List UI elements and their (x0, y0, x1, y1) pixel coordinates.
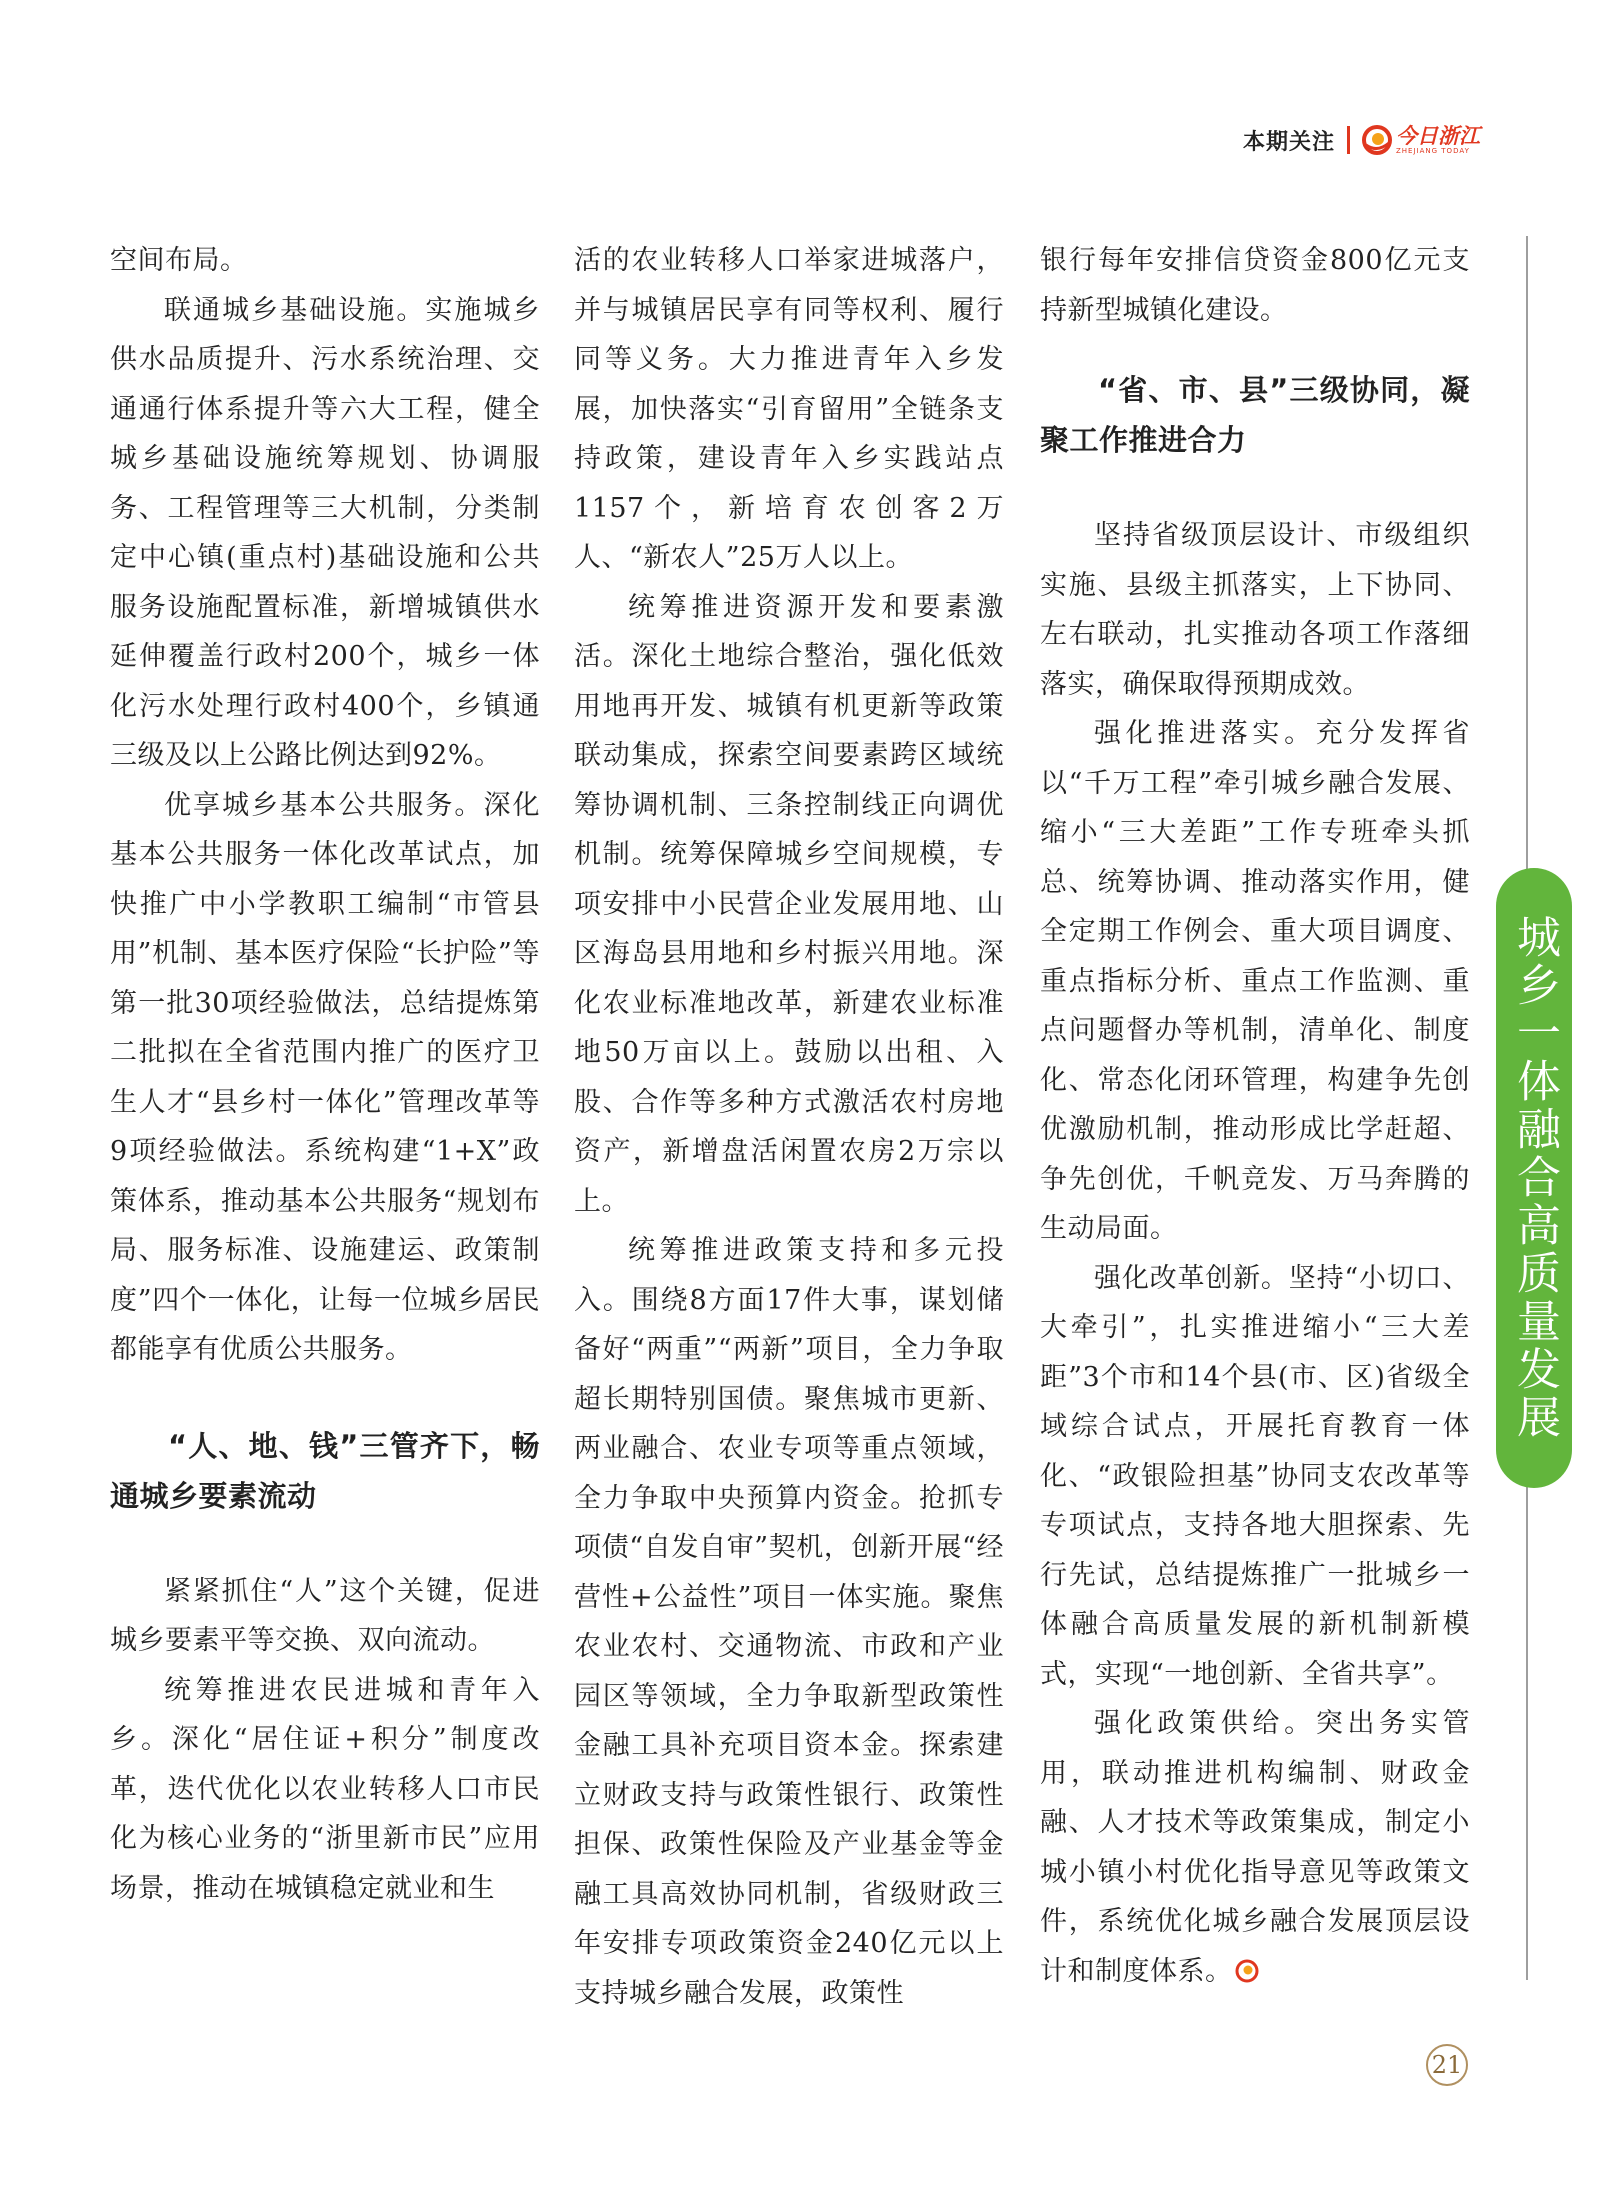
logo-chinese-text: 今日浙江 (1396, 122, 1480, 148)
paragraph: 强化改革创新。坚持“小切口、大牵引”，扎实推进缩小“三大差距”3个市和14个县(市、区)省级全域综合试点，开展托育教育一体化、“政银险担基”协同支农改革等专项试点，支持各地大胆探索、先行先试，总结提炼推广一批城乡一体融合高质量发展的新机制新模式，实现“一地创新、全省共享”。 (1040, 1262, 1470, 1690)
paragraph: 紧紧抓住“人”这个关键，促进城乡要素平等交换、双向流动。 (110, 1575, 540, 1656)
paragraph-final (1040, 1699, 1470, 1996)
section-heading: “省、市、县”三级协同，凝聚工作推进合力 (1040, 373, 1470, 457)
side-tab (1496, 868, 1572, 1488)
paragraph: 统筹推进政策支持和多元投入。围绕8方面17件大事，谋划储备好“两重”“两新”项目，全力争取超长期特别国债。聚焦城市更新、两业融合、农业专项等重点领域，全力争取中央预算内资金。抢抓专项债“自发自审”契机，创新开展“经营性+公益性”项目一体实施。聚焦农业农村、交通物流、市政和产业园区等领域，全力争取新型政策性金融工具补充项目资本金。探索建立财政支持与政策性银行、政策性担保、政策性保险及产业基金等金融工具高效协同机制，省级财政三年安排专项政策资金240亿元以上支持城乡融合发展，政策性 (574, 1235, 1004, 2009)
paragraph: 联通城乡基础设施。实施城乡供水品质提升、污水系统治理、交通通行体系提升等六大工程，健全城乡基础设施统筹规划、协调服务、工程管理等三大机制，分类制定中心镇(重点村)基础设施和公共服务设施配置标准，新增城镇供水延伸覆盖行政村200个，城乡一体化污水处理行政村400个，乡镇通三级及以上公路比例达到92%。 (110, 294, 540, 771)
section-label: 本期关注 (1242, 129, 1335, 155)
paragraph: 统筹推进资源开发和要素激活。深化土地综合整治，强化低效用地再开发、城镇有机更新等政策联动集成，探索空间要素跨区域统筹协调机制、三条控制线正向调优机制。统筹保障城乡空间规模，专项安排中小民营企业发展用地、山区海岛县用地和乡村振兴用地。深化农业标准地改革，新建农业标准地50万亩以上。鼓励以出租、入股、合作等多种方式激活农村房地资产，新增盘活闲置农房2万宗以上。 (574, 591, 1004, 1217)
column-1 (110, 236, 540, 1913)
end-mark-icon (1235, 1959, 1259, 1983)
paragraph: 优享城乡基本公共服务。深化基本公共服务一体化改革试点，加快推广中小学教职工编制“市管县用”机制、基本医疗保险“长护险”等第一批30项经验做法，总结提炼第二批拟在全省范围内推广的医疗卫生人才“县乡村一体化”管理改革等9项经验做法。系统构建“1+X”政策体系，推动基本公共服务“规划布局、服务标准、设施建运、政策制度”四个一体化，让每一位城乡居民都能享有优质公共服务。 (110, 789, 540, 1365)
logo-english-text: ZHEJIANG TODAY (1396, 146, 1470, 155)
header-divider (1347, 126, 1350, 154)
paragraph: 坚持省级顶层设计、市级组织实施、县级主抓落实，上下协同、左右联动，扎实推动各项工作落细落实，确保取得预期成效。 (1040, 520, 1470, 700)
magazine-logo (1362, 122, 1480, 156)
page-header (1243, 118, 1480, 162)
column-3 (1040, 236, 1470, 1996)
column-2 (574, 236, 1004, 2018)
paragraph: 空间布局。 (110, 245, 248, 276)
paragraph: 银行每年安排信贷资金800亿元支持新型城镇化建设。 (1040, 245, 1470, 326)
final-text: 强化政策供给。突出务实管用，联动推进机构编制、财政金融、人才技术等政策集成，制定小城小镇小村优化指导意见等政策文件，系统优化城乡融合发展顶层设计和制度体系。 (1040, 1708, 1470, 1987)
section-heading: “人、地、钱”三管齐下，畅通城乡要素流动 (110, 1428, 540, 1513)
side-tab-title: 城乡一体融合高质量发展 (1509, 914, 1560, 1442)
sun-logo-icon (1362, 125, 1392, 155)
paragraph: 强化推进落实。充分发挥省以“千万工程”牵引城乡融合发展、缩小“三大差距”工作专班牵头抓总、统筹协调、推动落实作用，健全定期工作例会、重大项目调度、重点指标分析、重点工作监测、重点问题督办等机制，清单化、制度化、常态化闭环管理，构建争先创优激励机制，推动形成比学赶超、争先创优，千帆竞发、万马奔腾的生动局面。 (1040, 718, 1470, 1244)
page-number: 21 (1426, 2044, 1468, 2086)
paragraph: 统筹推进农民进城和青年入乡。深化“居住证+积分”制度改革，迭代优化以农业转移人口市民化为核心业务的“浙里新市民”应用场景，推动在城镇稳定就业和生 (110, 1674, 540, 1904)
paragraph: 活的农业转移人口举家进城落户，并与城镇居民享有同等权利、履行同等义务。大力推进青年入乡发展，加快落实“引育留用”全链条支持政策，建设青年入乡实践站点1157个，新培育农创客2万人、“新农人”25万人以上。 (574, 245, 1004, 573)
